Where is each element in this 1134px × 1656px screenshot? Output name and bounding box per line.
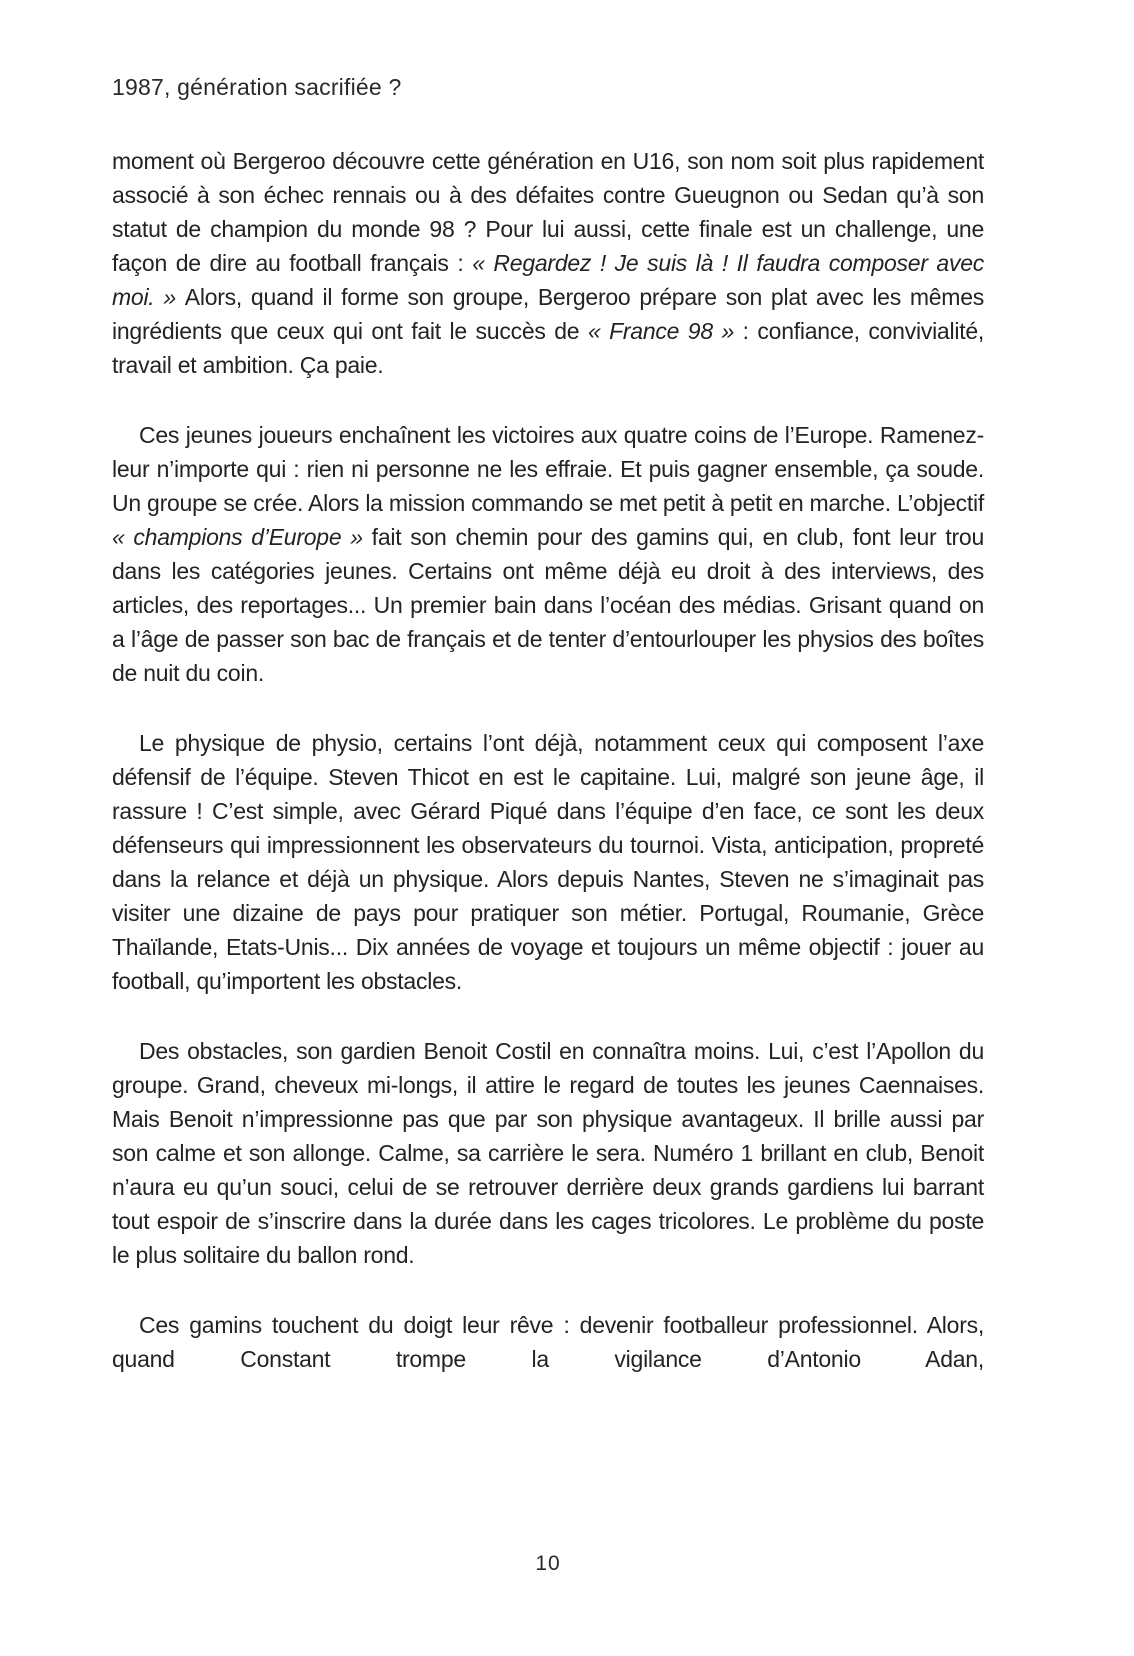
text-run: Le physique de physio, certains l’ont déjà, notamment ceux qui composent l’axe défensif de l’équipe. Steven Thicot en est le capitaine. Lui, malgré son jeune âge, il rassure ! C’est simple, avec Gérard Piqué dans l’équipe d’en face, ce sont les deux défenseurs qui impressionnent les observateurs du tournoi. Vista, anticipation, propreté dans la relance et déjà un physique. Alors depuis Nantes, Steven ne s’imaginait pas visiter une dizaine de pays pour pratiquer son métier. Portugal, Roumanie, Grèce Thaïlande, Etats-Unis... Dix années de voyage et toujours un même objectif : jouer au football, qu’importent les obstacles.: [112, 730, 984, 994]
text-run: : confiance, convivialité, travail et ambition. Ça paie.: [112, 318, 985, 378]
paragraph: [112, 144, 984, 382]
italic-text-run: « Regardez ! Je suis là ! Il faudra composer avec moi. »: [112, 250, 985, 310]
italic-text-run: « France 98 »: [587, 318, 735, 344]
text-run: fait son chemin pour des gamins qui, en club, font leur trou dans les catégories jeunes. Certains ont même déjà eu droit à des interviews, des articles, des reportages... Un premier bain dans l’océan des médias. Grisant quand on a l’âge de passer son bac de français et de tenter d’entourlouper les physios des boîtes de nuit du coin.: [112, 524, 984, 686]
paragraph: [112, 1034, 984, 1272]
paragraph: [112, 1308, 984, 1376]
paragraph: [112, 418, 984, 690]
text-run: Des obstacles, son gardien Benoit Costil en connaîtra moins. Lui, c’est l’Apollon du groupe. Grand, cheveux mi-longs, il attire le regard de toutes les jeunes Caennaises. Mais Benoit n’impressionne pas que par son physique avantageux. Il brille aussi par son calme et son allonge. Calme, sa carrière le sera. Numéro 1 brillant en club, Benoit n’aura eu qu’un souci, celui de se retrouver derrière deux grands gardiens lui barrant tout espoir de s’inscrire dans la durée dans les cages tricolores. Le problème du poste le plus solitaire du ballon rond.: [112, 1038, 984, 1268]
running-header: [112, 74, 401, 101]
running-header-title: 1987, génération sacrifiée ?: [112, 74, 402, 100]
text-run: Ces jeunes joueurs enchaînent les victoires aux quatre coins de l’Europe. Ramenez-leur n’importe qui : rien ni personne ne les effraie. Et puis gagner ensemble, ça soude. Un groupe se crée. Alors la mission commando se met petit à petit en marche. L’objectif: [112, 422, 984, 516]
body-text: [112, 144, 984, 1376]
italic-text-run: « champions d’Europe »: [112, 524, 363, 550]
paragraph: [112, 726, 984, 998]
page-number: 10: [535, 1552, 561, 1575]
text-run: Alors, quand il forme son groupe, Bergeroo prépare son plat avec les mêmes ingrédients que ceux qui ont fait le succès de: [112, 284, 984, 344]
text-run: moment où Bergeroo découvre cette génération en U16, son nom soit plus rapidement associé à son échec rennais ou à des défaites contre Gueugnon ou Sedan qu’à son statut de champion du monde 98 ? Pour lui aussi, cette finale est un challenge, une façon de dire au football français :: [112, 148, 984, 276]
text-run: Ces gamins touchent du doigt leur rêve : devenir footballeur professionnel. Alors, quand Constant trompe la vigilance d’Antonio Adan,: [112, 1312, 984, 1372]
